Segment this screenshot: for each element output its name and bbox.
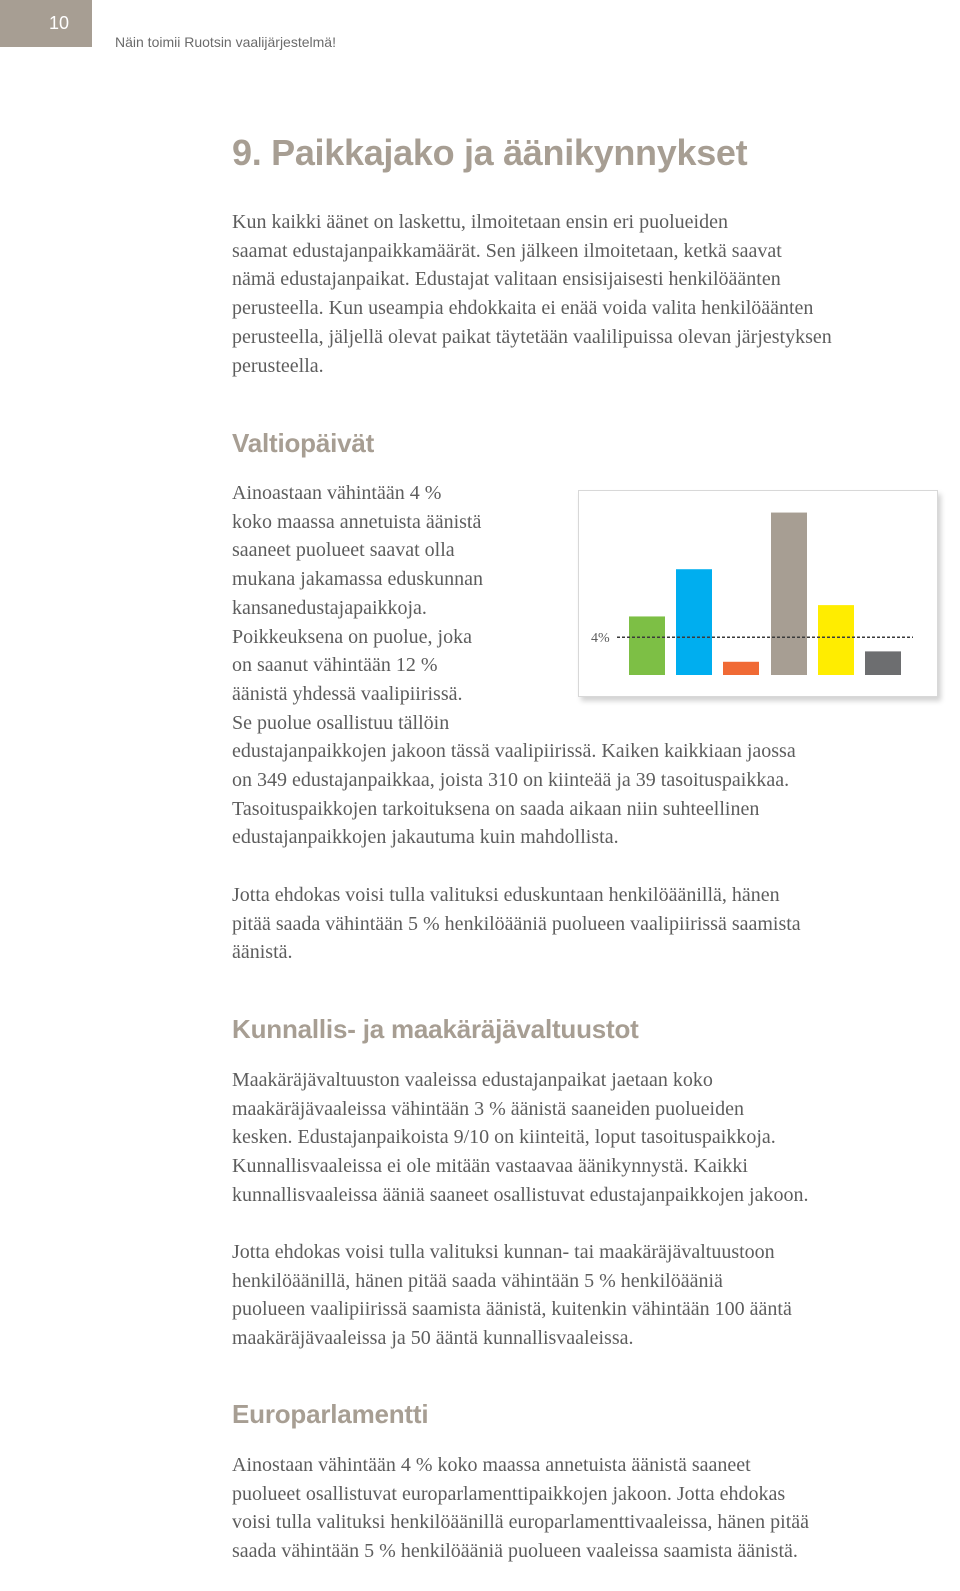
text-line: mukana jakamassa eduskunnan	[232, 568, 484, 591]
text-line: Poikkeuksena on puolue, joka	[232, 625, 472, 648]
text-line: puolueen vaalipiirissä saamista äänistä, kuitenkin vähintään 100 ääntä	[232, 1298, 792, 1321]
text-line: on saanut vähintään 12 %	[232, 654, 438, 677]
heading-valtiopaivat: Valtiopäivät	[232, 428, 375, 458]
text-line: saada vähintään 5 % henkilöääniä puolueen vaaleissa saamista äänistä.	[232, 1540, 798, 1563]
page-number-tab	[0, 0, 92, 47]
text-line: saamat edustajanpaikkamäärät. Sen jälkeen ilmoitetaan, ketkä saavat	[232, 239, 782, 262]
bar-4	[771, 513, 807, 675]
intro-paragraph	[232, 208, 832, 380]
kunnallis-paragraph-1	[232, 1066, 808, 1210]
page-number: 10	[48, 13, 70, 33]
bar-5	[818, 605, 854, 675]
text-line: voisi tulla valituksi henkilöäänillä europarlamenttivaaleissa, hänen pitää	[232, 1511, 810, 1534]
bar-6	[865, 651, 901, 675]
text-line: pitää saada vähintään 5 % henkilöääniä puolueen vaalipiirissä saamista	[232, 912, 801, 935]
text-line: maakäräjävaaleissa ja 50 ääntä kunnallisvaaleissa.	[232, 1327, 634, 1350]
text-line: on 349 edustajanpaikkaa, joista 310 on kiinteää ja 39 tasoituspaikkaa.	[232, 769, 790, 792]
text-line: saaneet puolueet saavat olla	[232, 539, 455, 562]
text-line: edustajanpaikkojen jakoon tässä vaalipiirissä. Kaiken kaikkiaan jaossa	[232, 740, 796, 763]
text-line: kesken. Edustajanpaikoista 9/10 on kiinteitä, loput tasoituspaikkoja.	[232, 1126, 776, 1149]
text-line: kansanedustajapaikkoja.	[232, 596, 427, 619]
europarlamentti-paragraph-1	[232, 1451, 809, 1566]
threshold-label: 4%	[591, 631, 610, 647]
text-line: perusteella. Kun useampia ehdokkaita ei enää voida valita henkilöäänten	[232, 297, 814, 320]
chart-canvas	[579, 491, 937, 696]
text-line: perusteella.	[232, 354, 324, 377]
valtiopaivat-paragraph-2	[232, 881, 801, 967]
page-title: 9. Paikkajako ja äänikynnykset	[232, 132, 748, 173]
text-line: koko maassa annetuista äänistä	[232, 510, 482, 533]
text-line: Se puolue osallistuu tällöin	[232, 711, 450, 734]
text-line: maakäräjävaaleissa vähintään 3 % äänistä saaneiden puolueiden	[232, 1097, 744, 1120]
heading-kunnallis: Kunnallis- ja maakäräjävaltuustot	[232, 1014, 639, 1044]
running-header: Näin toimii Ruotsin vaalijärjestelmä!	[115, 34, 336, 50]
text-line: edustajanpaikkojen jakautuma kuin mahdollista.	[232, 826, 619, 849]
heading-europarlamentti: Europarlamentti	[232, 1399, 429, 1429]
text-line: Tasoituspaikkojen tarkoituksena on saada aikaan niin suhteellinen	[232, 797, 760, 820]
text-line: Jotta ehdokas voisi tulla valituksi eduskuntaan henkilöäänillä, hänen	[232, 884, 780, 906]
text-line: Ainoastaan vähintään 4 %	[232, 482, 442, 504]
text-line: äänistä yhdessä vaalipiirissä.	[232, 682, 463, 705]
bar-1	[629, 616, 665, 675]
text-line: Ainostaan vähintään 4 % koko maassa annetuista äänistä saaneet	[232, 1454, 751, 1476]
text-line: Jotta ehdokas voisi tulla valituksi kunnan- tai maakäräjävaltuustoon	[232, 1241, 775, 1263]
text-line: Kun kaikki äänet on laskettu, ilmoitetaan ensin eri puolueiden	[232, 211, 728, 233]
text-line: äänistä.	[232, 941, 293, 964]
text-line: henkilöäänillä, hänen pitää saada vähintään 5 % henkilöääniä	[232, 1269, 723, 1292]
kunnallis-paragraph-2	[232, 1238, 792, 1353]
text-line: Maakäräjävaltuuston vaaleissa edustajanpaikat jaetaan koko	[232, 1069, 713, 1091]
text-line: nämä edustajanpaikat. Edustajat valitaan ensisijaisesti henkilöäänten	[232, 268, 781, 291]
bar-2	[676, 569, 712, 675]
bar-3	[723, 662, 759, 675]
text-line: kunnallisvaaleissa ääniä saaneet osallistuvat edustajanpaikkojen jakoon.	[232, 1183, 809, 1206]
threshold-bar-chart	[578, 490, 938, 697]
text-line: puolueet osallistuvat europarlamenttipaikkojen jakoon. Jotta ehdokas	[232, 1482, 786, 1505]
text-line: perusteella, jäljellä olevat paikat täytetään vaalilipuissa olevan järjestyksen	[232, 325, 832, 348]
text-line: Kunnallisvaaleissa ei ole mitään vastaavaa äänikynnystä. Kaikki	[232, 1155, 748, 1178]
